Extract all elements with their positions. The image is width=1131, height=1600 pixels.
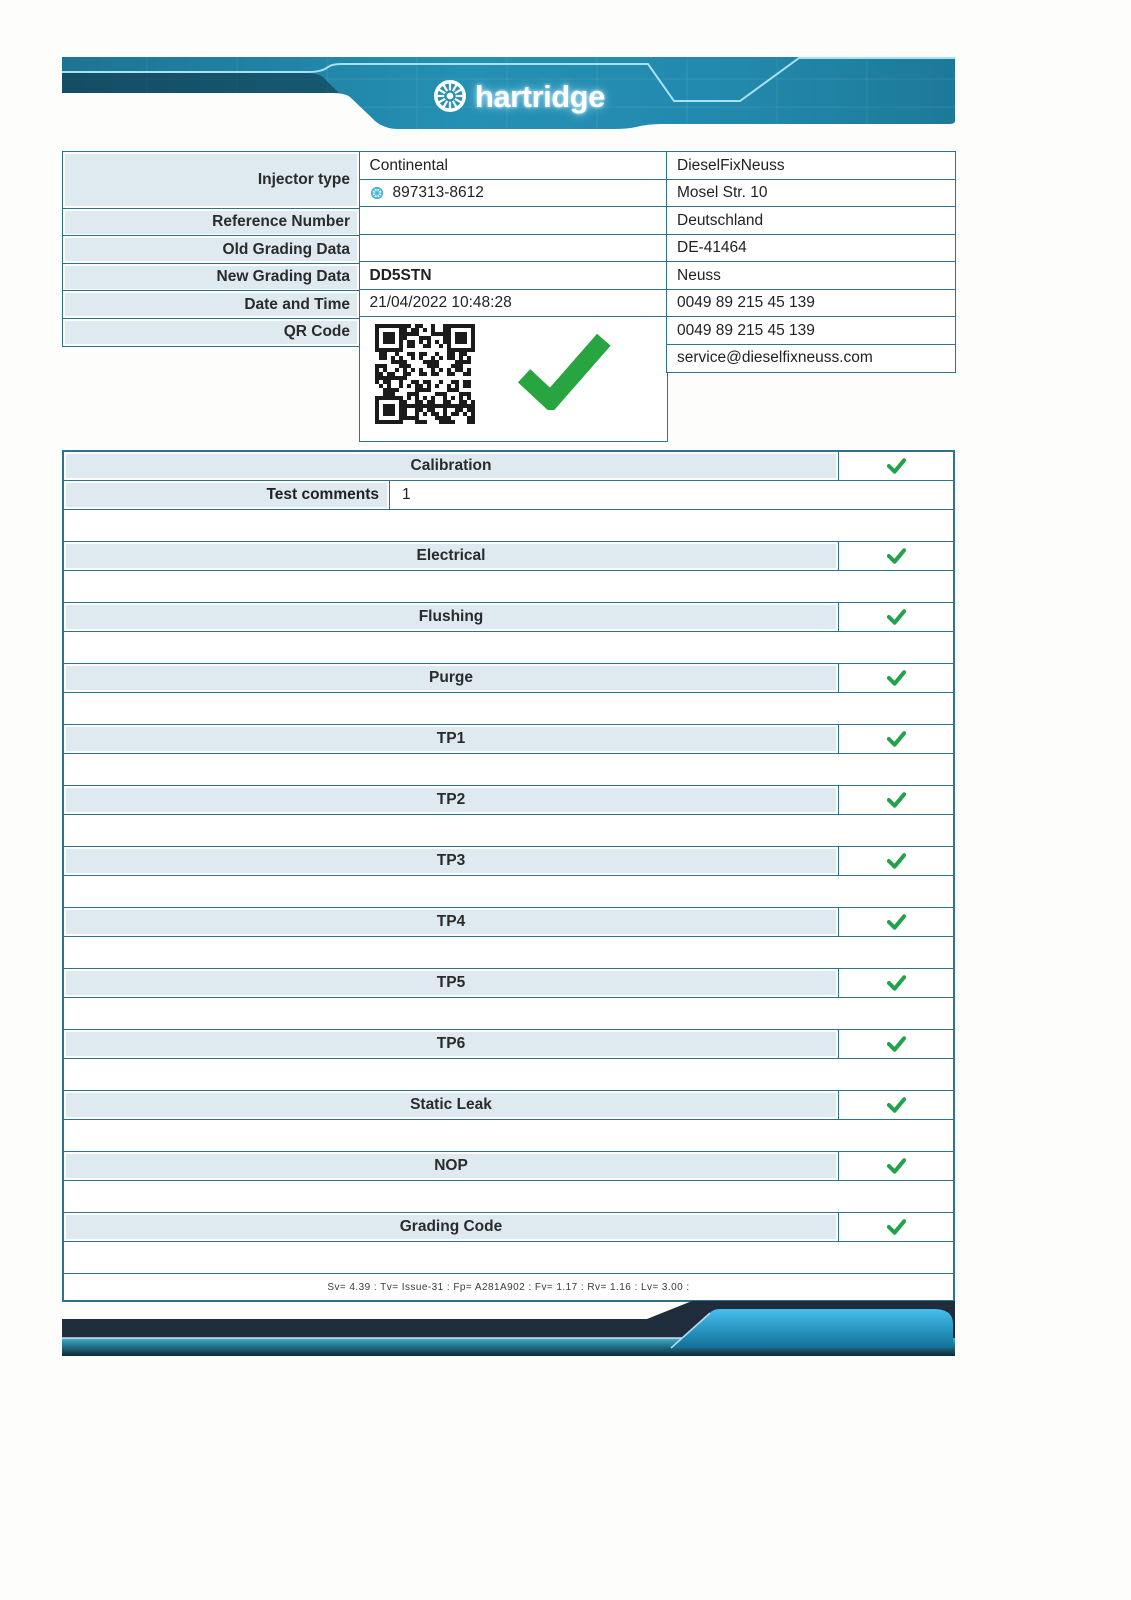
spacer — [64, 693, 953, 724]
test-comments-label: Test comments — [64, 481, 390, 509]
section-check — [838, 1030, 953, 1058]
section-row — [64, 1090, 953, 1120]
qr-cell — [359, 316, 668, 442]
small-wheel-icon — [370, 186, 384, 200]
section-label: TP1 — [64, 725, 838, 753]
calibration-label: Calibration — [64, 452, 838, 480]
system-info: Sv= 4.39 : Tv= Issue-31 : Fp= A281A902 : Fv= 1.17 : Rv= 1.16 : Lv= 3.00 : — [64, 1273, 953, 1300]
value-reference-number — [359, 206, 668, 235]
spacer — [64, 754, 953, 785]
section-label: NOP — [64, 1152, 838, 1180]
spacer — [64, 876, 953, 907]
spacer — [64, 510, 953, 541]
check-icon — [887, 670, 906, 686]
section-label: TP6 — [64, 1030, 838, 1058]
section-row — [64, 1212, 953, 1242]
value-injector-make: Continental — [359, 151, 668, 180]
section-label: Purge — [64, 664, 838, 692]
spacer — [64, 1242, 953, 1273]
section-label: Grading Code — [64, 1213, 838, 1241]
check-icon — [887, 975, 906, 991]
calibration-row — [64, 452, 953, 481]
spacer — [64, 815, 953, 846]
spacer — [64, 1059, 953, 1090]
label-new-grading-data: New Grading Data — [62, 263, 360, 292]
customer-line: DieselFixNeuss — [666, 151, 956, 180]
section-check — [838, 725, 953, 753]
section-row — [64, 541, 953, 571]
value-old-grading-data — [359, 234, 668, 263]
info-labels-column — [62, 151, 360, 347]
spacer — [64, 1120, 953, 1151]
label-reference-number: Reference Number — [62, 208, 360, 237]
value-part-number: 897313-8612 — [392, 184, 484, 201]
section-row — [64, 602, 953, 632]
check-icon — [887, 1219, 906, 1235]
info-values-column — [359, 151, 668, 442]
pass-check-icon — [515, 334, 611, 410]
check-icon — [887, 853, 906, 869]
section-row — [64, 907, 953, 937]
section-check — [838, 603, 953, 631]
label-qr-code: QR Code — [62, 318, 360, 347]
check-icon — [887, 792, 906, 808]
value-part-number-row — [359, 179, 668, 208]
check-icon — [887, 548, 906, 564]
check-icon — [887, 1036, 906, 1052]
section-row — [64, 968, 953, 998]
section-check — [838, 542, 953, 570]
footer-banner — [62, 1300, 955, 1360]
section-row — [64, 1151, 953, 1181]
check-icon — [887, 1158, 906, 1174]
hartridge-wheel-icon — [432, 78, 468, 114]
brand-logo — [432, 78, 605, 114]
customer-line: DE-41464 — [666, 234, 956, 263]
section-label: TP4 — [64, 908, 838, 936]
section-check — [838, 1091, 953, 1119]
customer-line: service@dieselfixneuss.com — [666, 344, 956, 373]
section-check — [838, 1152, 953, 1180]
section-row — [64, 663, 953, 693]
label-date-and-time: Date and Time — [62, 290, 360, 319]
spacer — [64, 937, 953, 968]
section-label: Electrical — [64, 542, 838, 570]
customer-line: 0049 89 215 45 139 — [666, 289, 956, 318]
section-label: Flushing — [64, 603, 838, 631]
section-row — [64, 1029, 953, 1059]
section-label: TP5 — [64, 969, 838, 997]
section-label: TP2 — [64, 786, 838, 814]
check-icon — [887, 609, 906, 625]
customer-line: 0049 89 215 45 139 — [666, 316, 956, 345]
section-row — [64, 724, 953, 754]
test-results-table — [62, 450, 955, 1302]
section-check — [838, 847, 953, 875]
check-icon — [887, 1097, 906, 1113]
label-old-grading-data: Old Grading Data — [62, 235, 360, 264]
section-row — [64, 785, 953, 815]
check-icon — [887, 458, 906, 474]
section-label: Static Leak — [64, 1091, 838, 1119]
check-icon — [887, 914, 906, 930]
customer-line: Deutschland — [666, 206, 956, 235]
customer-address — [666, 151, 956, 373]
qr-code — [375, 324, 475, 424]
spacer — [64, 998, 953, 1029]
results-sections — [64, 541, 953, 1273]
section-check — [838, 908, 953, 936]
spacer — [64, 1181, 953, 1212]
check-icon — [887, 731, 906, 747]
customer-line: Mosel Str. 10 — [666, 179, 956, 208]
spacer — [64, 571, 953, 602]
value-date-and-time: 21/04/2022 10:48:28 — [359, 289, 668, 318]
value-new-grading-data: DD5STN — [359, 261, 668, 290]
test-comments-value: 1 — [402, 486, 411, 503]
section-check — [838, 1213, 953, 1241]
label-injector-type: Injector type — [62, 151, 360, 209]
section-label: TP3 — [64, 847, 838, 875]
section-check — [838, 786, 953, 814]
customer-line: Neuss — [666, 261, 956, 290]
section-check — [838, 969, 953, 997]
spacer — [64, 632, 953, 663]
calibration-check — [838, 452, 953, 480]
section-row — [64, 846, 953, 876]
test-comments-row — [64, 481, 953, 510]
brand-name: hartridge — [475, 78, 605, 114]
section-check — [838, 664, 953, 692]
